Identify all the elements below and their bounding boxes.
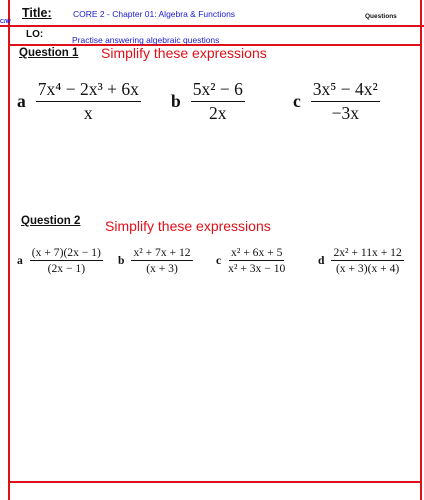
q2-item-b-letter: b [118,254,125,267]
q1-item-c-letter: c [293,91,301,111]
question2-instruction: Simplify these expressions [105,218,271,234]
q1-item-b-letter: b [171,91,181,111]
header-divider-top [0,25,424,27]
questions-label: Questions [365,13,397,20]
q2-item-a [17,246,103,275]
q2-item-c-denominator: x² + 3x − 10 [228,262,286,275]
q2-item-a-letter: a [17,254,23,267]
cw-mark: C/W [0,19,11,25]
q2-item-c-fraction [228,246,285,275]
q2-item-c-letter: c [216,254,222,267]
q2-item-d-fraction [331,246,403,275]
q2-item-d-numerator: 2x² + 11x + 12 [333,246,402,259]
q1-item-a [17,79,141,124]
q2-item-c [216,246,285,275]
question2-title: Question 2 [21,215,81,227]
q2-item-b-denominator: (x + 3) [146,262,178,275]
lo-label: LO: [26,29,44,40]
question1-title: Question 1 [19,47,79,59]
q2-item-a-denominator: (2x − 1) [47,262,86,275]
title-label: Title: [22,6,52,20]
q2-item-a-fraction [30,246,103,275]
q1-item-a-letter: a [17,91,26,111]
q1-item-b-denominator: 2x [209,103,227,123]
question1-instruction: Simplify these expressions [101,45,267,61]
q2-item-d [318,246,404,275]
q2-item-d-denominator: (x + 3)(x + 4) [335,262,400,275]
q1-item-b-numerator: 5x² − 6 [191,79,245,102]
q2-item-a-numerator: (x + 7)(2x − 1) [31,246,101,259]
q1-item-c-numerator: 3x⁵ − 4x² [311,79,380,102]
q1-item-b-fraction [191,79,245,124]
q2-item-c-numerator: x² + 6x + 5 [231,246,283,259]
q1-item-c-denominator: −3x [331,103,359,123]
q1-item-a-numerator: 7x⁴ − 2x³ + 6x [36,79,141,102]
q2-item-b [118,246,193,275]
left-margin-line [8,0,10,500]
q2-item-d-letter: d [318,254,325,267]
right-margin-line [420,0,422,500]
q2-item-b-numerator: x² + 7x + 12 [133,246,191,259]
title-text: CORE 2 - Chapter 01: Algebra & Functions [73,9,236,19]
q1-item-a-denominator: x [83,103,93,123]
q1-item-b [171,79,245,124]
q1-item-c [293,79,380,124]
q1-item-c-fraction [311,79,380,124]
bottom-border-line [8,481,422,483]
q2-item-b-fraction [131,246,192,275]
lo-text: Practise answering algebraic questions [72,35,220,45]
q1-item-a-fraction [36,79,141,124]
